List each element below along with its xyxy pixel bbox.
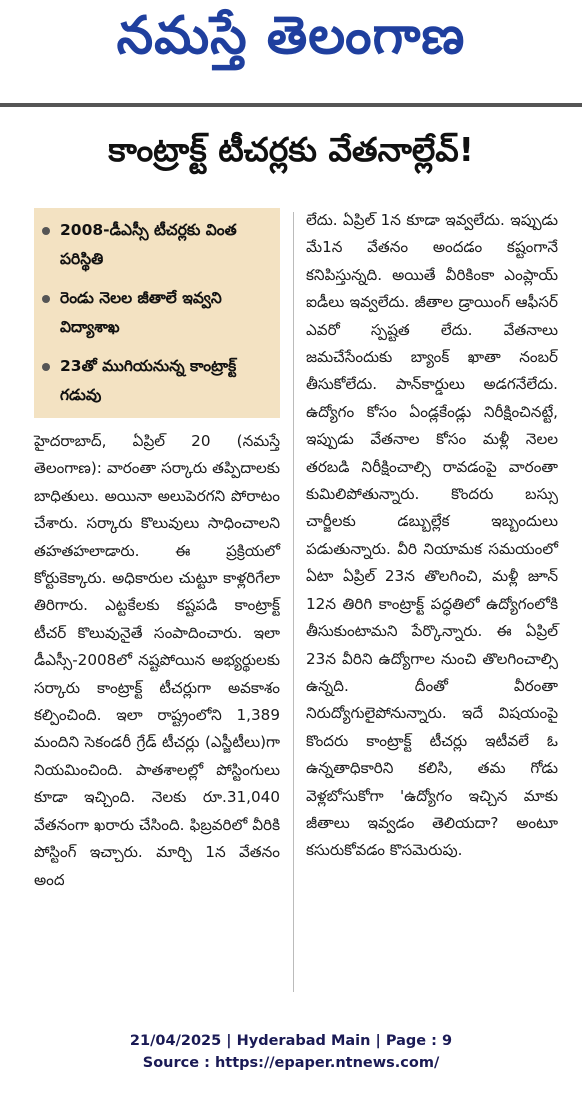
article-column-right (306, 207, 558, 865)
masthead-divider (0, 103, 582, 107)
bullet-icon (42, 363, 50, 371)
bullet-icon (42, 227, 50, 235)
column-divider (293, 212, 294, 992)
newspaper-masthead (0, 0, 582, 100)
source-link[interactable]: Source : https://epaper.ntnews.com/ (142, 1055, 440, 1071)
highlight-item: 2008-డీఎస్సీ టీచర్లకు వింత పరిస్థితి (42, 216, 274, 274)
highlight-item: 23తో ముగియనున్న కాంట్రాక్ట్ గడువు (42, 352, 274, 410)
article-column-left (34, 428, 280, 894)
newspaper-logo: నమస్తే తెలంగాణ (116, 6, 466, 66)
article-body-right: లేదు. ఏప్రిల్ 1న కూడా ఇవ్వలేదు. ఇప్పుడు మే1న వేతనం అందడం కష్టంగానే కనిపిస్తున్నది. అయితే వీరికింకా ఎంప్లాయ్ ఐడీలు ఇవ్వలేదు. జీతాల డ్రాయింగ్ ఆఫీసర్ ఎవరో స్పష్టత లేదు. వేతనాలు జమచేసేందుకు బ్యాంక్ ఖాతా నంబర్ తీసుకోలేదు. పాన్‌కార్డులు అడగనేలేదు. ఉద్యోగం కోసం ఏండ్లకేండ్లు నిరీక్షించినట్టే, ఇప్పుడు వేతనాల కోసం మళ్లీ నెలల తరబడి నిరీక్షించాల్సి రావడంపై వారంతా కుమిలిపోతున్నారు. కొందరు బస్సు చార్జీలకు డబ్బుల్లేక ఇబ్బందులు పడుతున్నారు. వీరి నియామక సమయంలో ఏటా ఏప్రిల్ 23న తొలగించి, మళ్లీ జూన్ 12న తిరిగి కాంట్రాక్ట్ పద్ధతిలో ఉద్యోగంలోకి తీసుకుంటామని పేర్కొన్నారు. ఈ ఏప్రిల్ 23న వీరిని ఉద్యోగాల నుంచి తొలగించాల్సి ఉన్నది. దీంతో వీరంతా నిరుద్యోగులైపోనున్నారు. ఇదే విషయంపై కొందరు కాంట్రాక్ట్ టీచర్లు ఇటీవలే ఓ ఉన్నతాధికారిని కలిసి, తమ గోడు వెళ్లబోసుకోగా 'ఉద్యోగం ఇచ్చిన మాకు జీతాలు ఇవ్వడం తెలియదా? అంటూ కసురుకోవడం కొసమెరుపు. (306, 211, 558, 860)
article-body-left: హైదరాబాద్, ఏప్రిల్ 20 (నమస్తే తెలంగాణ): వారంతా సర్కారు తప్పిదాలకు బాధితులు. అయినా అలుపెరగని పోరాటం చేశారు. సర్కారు కొలువులు సాధించాలని తహతహలాడారు. ఈ ప్రక్రియలో కోర్టుకెక్కారు. అధికారుల చుట్టూ కాళ్లరిగేలా తిరిగారు. ఎట్టకేలకు కష్టపడి కాంట్రాక్ట్ టీచర్ కొలువునైతే సంపాదించారు. ఇలా డీఎస్సీ-2008లో నష్టపోయిన అభ్యర్థులకు సర్కారు కాంట్రాక్ట్ టీచర్లుగా అవకాశం కల్పించింది. ఇలా రాష్ట్రంలోని 1,389 మందిని సెకండరీ గ్రేడ్ టీచర్లు (ఎస్జీటీలు)గా నియమించింది. పాతశాలల్లో పోస్టింగులు కూడా ఇచ్చింది. నెలకు రూ.31,040 వేతనంగా ఖరారు చేసింది. ఫిబ్రవరిలో వీరికి పోస్టింగ్ ఇచ్చారు. మార్చి 1న వేతనం అంద (34, 432, 280, 889)
article-headline: కాంట్రాక్ట్ టీచర్లకు వేతనాల్లేవ్! (108, 130, 474, 169)
bullet-icon (42, 295, 50, 303)
highlight-item: రెండు నెలల జీతాలే ఇవ్వని విద్యాశాఖ (42, 284, 274, 342)
highlights-box (34, 208, 280, 418)
edition-info: 21/04/2025 | Hyderabad Main | Page : 9 (129, 1033, 453, 1049)
